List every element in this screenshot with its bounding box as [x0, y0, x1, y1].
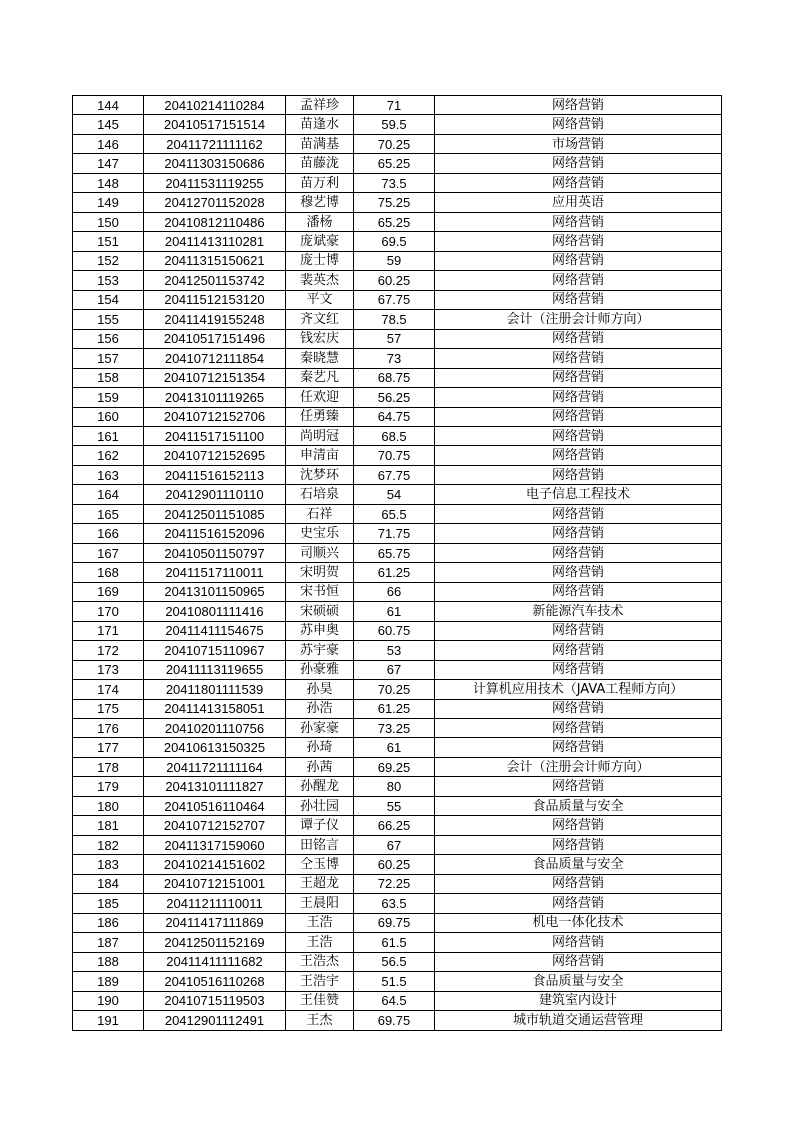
table-row — [73, 465, 722, 484]
row-number-cell: 184 — [73, 874, 144, 893]
student-id-cell: 20411413110281 — [144, 232, 286, 251]
student-name-cell: 王浩杰 — [286, 952, 354, 971]
student-id-cell: 20410712152706 — [144, 407, 286, 426]
major-cell: 会计（注册会计师方向） — [435, 757, 722, 776]
table-row — [73, 621, 722, 640]
table-row — [73, 913, 722, 932]
row-number-cell: 172 — [73, 641, 144, 660]
row-number-cell: 160 — [73, 407, 144, 426]
student-name-cell: 秦晓慧 — [286, 349, 354, 368]
student-id-cell: 20411411111682 — [144, 952, 286, 971]
table-row — [73, 816, 722, 835]
table-row — [73, 388, 722, 407]
student-id-cell: 20411721111162 — [144, 134, 286, 153]
row-number-cell: 187 — [73, 933, 144, 952]
major-cell: 网络营销 — [435, 777, 722, 796]
score-cell: 68.5 — [354, 426, 435, 445]
score-cell: 60.25 — [354, 855, 435, 874]
table-row — [73, 582, 722, 601]
student-name-cell: 裴英杰 — [286, 271, 354, 290]
student-id-cell: 20410712152707 — [144, 816, 286, 835]
student-id-cell: 20412701152028 — [144, 193, 286, 212]
student-name-cell: 王浩宇 — [286, 972, 354, 991]
score-cell: 67.75 — [354, 290, 435, 309]
major-cell: 网络营销 — [435, 251, 722, 270]
table-row — [73, 426, 722, 445]
student-name-cell: 苗满基 — [286, 134, 354, 153]
row-number-cell: 144 — [73, 96, 144, 115]
score-cell: 65.25 — [354, 212, 435, 231]
row-number-cell: 159 — [73, 388, 144, 407]
table-row — [73, 96, 722, 115]
student-name-cell: 王浩 — [286, 933, 354, 952]
student-id-cell: 20410715110967 — [144, 641, 286, 660]
student-id-cell: 20411413158051 — [144, 699, 286, 718]
student-id-cell: 20411512153120 — [144, 290, 286, 309]
major-cell: 食品质量与安全 — [435, 796, 722, 815]
student-id-cell: 20413101150965 — [144, 582, 286, 601]
score-cell: 67 — [354, 835, 435, 854]
row-number-cell: 189 — [73, 972, 144, 991]
row-number-cell: 180 — [73, 796, 144, 815]
table-row — [73, 407, 722, 426]
table-row — [73, 855, 722, 874]
table-row — [73, 504, 722, 523]
student-id-cell: 20410812110486 — [144, 212, 286, 231]
score-cell: 69.5 — [354, 232, 435, 251]
student-name-cell: 王佳赞 — [286, 991, 354, 1010]
student-id-cell: 20411417111869 — [144, 913, 286, 932]
student-id-cell: 20411516152113 — [144, 465, 286, 484]
score-cell: 72.25 — [354, 874, 435, 893]
row-number-cell: 152 — [73, 251, 144, 270]
score-cell: 65.5 — [354, 504, 435, 523]
row-number-cell: 182 — [73, 835, 144, 854]
major-cell: 网络营销 — [435, 719, 722, 738]
table-row — [73, 719, 722, 738]
score-table — [72, 95, 722, 1031]
student-name-cell: 王杰 — [286, 1011, 354, 1030]
student-id-cell: 20410214110284 — [144, 96, 286, 115]
row-number-cell: 178 — [73, 757, 144, 776]
score-cell: 73 — [354, 349, 435, 368]
score-cell: 61 — [354, 602, 435, 621]
major-cell: 网络营销 — [435, 621, 722, 640]
student-name-cell: 任勇臻 — [286, 407, 354, 426]
student-name-cell: 任欢迎 — [286, 388, 354, 407]
major-cell: 应用英语 — [435, 193, 722, 212]
student-name-cell: 孙琦 — [286, 738, 354, 757]
table-row — [73, 329, 722, 348]
student-id-cell: 20411211110011 — [144, 894, 286, 913]
table-row — [73, 757, 722, 776]
student-id-cell: 20410613150325 — [144, 738, 286, 757]
score-cell: 63.5 — [354, 894, 435, 913]
major-cell: 食品质量与安全 — [435, 972, 722, 991]
table-row — [73, 660, 722, 679]
major-cell: 网络营销 — [435, 212, 722, 231]
major-cell: 网络营销 — [435, 835, 722, 854]
table-row — [73, 290, 722, 309]
row-number-cell: 183 — [73, 855, 144, 874]
student-name-cell: 孙家豪 — [286, 719, 354, 738]
table-row — [73, 699, 722, 718]
major-cell: 计算机应用技术（JAVA工程师方向） — [435, 680, 722, 699]
student-name-cell: 宋明贺 — [286, 563, 354, 582]
student-id-cell: 20412901112491 — [144, 1011, 286, 1030]
major-cell: 网络营销 — [435, 329, 722, 348]
major-cell: 食品质量与安全 — [435, 855, 722, 874]
table-row — [73, 543, 722, 562]
table-row — [73, 115, 722, 134]
student-name-cell: 仝玉博 — [286, 855, 354, 874]
student-id-cell: 20410214151602 — [144, 855, 286, 874]
table-row — [73, 563, 722, 582]
score-cell: 66.25 — [354, 816, 435, 835]
row-number-cell: 170 — [73, 602, 144, 621]
score-cell: 64.75 — [354, 407, 435, 426]
major-cell: 网络营销 — [435, 641, 722, 660]
score-cell: 69.25 — [354, 757, 435, 776]
student-id-cell: 20411317159060 — [144, 835, 286, 854]
student-id-cell: 20412501151085 — [144, 504, 286, 523]
major-cell: 网络营销 — [435, 96, 722, 115]
row-number-cell: 174 — [73, 680, 144, 699]
student-name-cell: 孙昊 — [286, 680, 354, 699]
row-number-cell: 163 — [73, 465, 144, 484]
score-cell: 60.25 — [354, 271, 435, 290]
student-id-cell: 20410517151514 — [144, 115, 286, 134]
score-cell: 59 — [354, 251, 435, 270]
major-cell: 网络营销 — [435, 543, 722, 562]
student-name-cell: 苏申奥 — [286, 621, 354, 640]
table-row — [73, 641, 722, 660]
student-id-cell: 20413101111827 — [144, 777, 286, 796]
student-id-cell: 20411516152096 — [144, 524, 286, 543]
student-name-cell: 平文 — [286, 290, 354, 309]
table-row — [73, 933, 722, 952]
major-cell: 网络营销 — [435, 349, 722, 368]
row-number-cell: 179 — [73, 777, 144, 796]
student-id-cell: 20411721111164 — [144, 757, 286, 776]
row-number-cell: 191 — [73, 1011, 144, 1030]
student-id-cell: 20411517151100 — [144, 426, 286, 445]
row-number-cell: 177 — [73, 738, 144, 757]
score-cell: 66 — [354, 582, 435, 601]
score-cell: 78.5 — [354, 310, 435, 329]
score-cell: 67.75 — [354, 465, 435, 484]
major-cell: 网络营销 — [435, 933, 722, 952]
student-name-cell: 田铭言 — [286, 835, 354, 854]
table-row — [73, 991, 722, 1010]
row-number-cell: 148 — [73, 173, 144, 192]
table-row — [73, 368, 722, 387]
row-number-cell: 149 — [73, 193, 144, 212]
table-row — [73, 835, 722, 854]
row-number-cell: 154 — [73, 290, 144, 309]
row-number-cell: 145 — [73, 115, 144, 134]
student-name-cell: 苗逢水 — [286, 115, 354, 134]
table-body — [73, 96, 722, 1031]
major-cell: 网络营销 — [435, 874, 722, 893]
student-id-cell: 20411419155248 — [144, 310, 286, 329]
score-cell: 64.5 — [354, 991, 435, 1010]
table-row — [73, 874, 722, 893]
score-cell: 60.75 — [354, 621, 435, 640]
student-id-cell: 20410712151354 — [144, 368, 286, 387]
table-row — [73, 271, 722, 290]
student-name-cell: 孙浩 — [286, 699, 354, 718]
major-cell: 网络营销 — [435, 524, 722, 543]
student-id-cell: 20411531119255 — [144, 173, 286, 192]
table-row — [73, 134, 722, 153]
table-row — [73, 232, 722, 251]
major-cell: 新能源汽车技术 — [435, 602, 722, 621]
major-cell: 城市轨道交通运营管理 — [435, 1011, 722, 1030]
score-cell: 53 — [354, 641, 435, 660]
row-number-cell: 150 — [73, 212, 144, 231]
student-name-cell: 谭子仪 — [286, 816, 354, 835]
student-id-cell: 20411113119655 — [144, 660, 286, 679]
student-id-cell: 20411411154675 — [144, 621, 286, 640]
student-name-cell: 苗藤泷 — [286, 154, 354, 173]
score-cell: 71 — [354, 96, 435, 115]
student-name-cell: 石培泉 — [286, 485, 354, 504]
row-number-cell: 151 — [73, 232, 144, 251]
table-row — [73, 446, 722, 465]
score-cell: 56.5 — [354, 952, 435, 971]
score-cell: 55 — [354, 796, 435, 815]
table-row — [73, 193, 722, 212]
row-number-cell: 175 — [73, 699, 144, 718]
major-cell: 网络营销 — [435, 563, 722, 582]
student-name-cell: 沈梦环 — [286, 465, 354, 484]
score-cell: 73.5 — [354, 173, 435, 192]
student-name-cell: 苏宇豪 — [286, 641, 354, 660]
row-number-cell: 161 — [73, 426, 144, 445]
student-id-cell: 20411517110011 — [144, 563, 286, 582]
student-name-cell: 宋书恒 — [286, 582, 354, 601]
student-id-cell: 20410516110464 — [144, 796, 286, 815]
student-name-cell: 秦艺凡 — [286, 368, 354, 387]
table-row — [73, 738, 722, 757]
table-row — [73, 796, 722, 815]
student-id-cell: 20412501153742 — [144, 271, 286, 290]
student-name-cell: 司顺兴 — [286, 543, 354, 562]
table-row — [73, 952, 722, 971]
student-name-cell: 孙茜 — [286, 757, 354, 776]
table-row — [73, 524, 722, 543]
table-row — [73, 972, 722, 991]
score-cell: 65.25 — [354, 154, 435, 173]
student-id-cell: 20411303150686 — [144, 154, 286, 173]
table-row — [73, 602, 722, 621]
student-name-cell: 孟祥珍 — [286, 96, 354, 115]
row-number-cell: 153 — [73, 271, 144, 290]
score-cell: 61.25 — [354, 563, 435, 582]
student-name-cell: 庞士博 — [286, 251, 354, 270]
row-number-cell: 157 — [73, 349, 144, 368]
score-cell: 61.5 — [354, 933, 435, 952]
student-name-cell: 苗万利 — [286, 173, 354, 192]
student-id-cell: 20411315150621 — [144, 251, 286, 270]
score-cell: 80 — [354, 777, 435, 796]
student-name-cell: 孙豪雅 — [286, 660, 354, 679]
score-cell: 73.25 — [354, 719, 435, 738]
table-row — [73, 212, 722, 231]
student-id-cell: 20410712111854 — [144, 349, 286, 368]
student-name-cell: 石祥 — [286, 504, 354, 523]
student-name-cell: 齐文红 — [286, 310, 354, 329]
student-name-cell: 王浩 — [286, 913, 354, 932]
score-cell: 59.5 — [354, 115, 435, 134]
major-cell: 电子信息工程技术 — [435, 485, 722, 504]
student-id-cell: 20410715119503 — [144, 991, 286, 1010]
row-number-cell: 165 — [73, 504, 144, 523]
row-number-cell: 146 — [73, 134, 144, 153]
table-row — [73, 154, 722, 173]
row-number-cell: 181 — [73, 816, 144, 835]
row-number-cell: 162 — [73, 446, 144, 465]
major-cell: 网络营销 — [435, 660, 722, 679]
table-row — [73, 251, 722, 270]
row-number-cell: 168 — [73, 563, 144, 582]
student-name-cell: 穆艺博 — [286, 193, 354, 212]
student-id-cell: 20410201110756 — [144, 719, 286, 738]
table-row — [73, 777, 722, 796]
student-name-cell: 孙醒龙 — [286, 777, 354, 796]
student-name-cell: 申清亩 — [286, 446, 354, 465]
major-cell: 网络营销 — [435, 154, 722, 173]
student-name-cell: 王晨阳 — [286, 894, 354, 913]
student-name-cell: 钱宏庆 — [286, 329, 354, 348]
student-id-cell: 20410712151001 — [144, 874, 286, 893]
score-cell: 61.25 — [354, 699, 435, 718]
major-cell: 网络营销 — [435, 582, 722, 601]
major-cell: 网络营销 — [435, 173, 722, 192]
row-number-cell: 188 — [73, 952, 144, 971]
score-cell: 75.25 — [354, 193, 435, 212]
student-name-cell: 潘杨 — [286, 212, 354, 231]
student-id-cell: 20410516110268 — [144, 972, 286, 991]
row-number-cell: 166 — [73, 524, 144, 543]
row-number-cell: 164 — [73, 485, 144, 504]
major-cell: 网络营销 — [435, 446, 722, 465]
major-cell: 网络营销 — [435, 388, 722, 407]
row-number-cell: 169 — [73, 582, 144, 601]
table-row — [73, 349, 722, 368]
major-cell: 网络营销 — [435, 504, 722, 523]
row-number-cell: 158 — [73, 368, 144, 387]
row-number-cell: 190 — [73, 991, 144, 1010]
score-cell: 69.75 — [354, 913, 435, 932]
score-cell: 56.25 — [354, 388, 435, 407]
major-cell: 网络营销 — [435, 426, 722, 445]
major-cell: 网络营销 — [435, 952, 722, 971]
row-number-cell: 185 — [73, 894, 144, 913]
row-number-cell: 155 — [73, 310, 144, 329]
student-name-cell: 孙壮园 — [286, 796, 354, 815]
student-id-cell: 20410712152695 — [144, 446, 286, 465]
score-cell: 51.5 — [354, 972, 435, 991]
student-name-cell: 宋硕硕 — [286, 602, 354, 621]
row-number-cell: 173 — [73, 660, 144, 679]
score-cell: 70.75 — [354, 446, 435, 465]
row-number-cell: 176 — [73, 719, 144, 738]
major-cell: 市场营销 — [435, 134, 722, 153]
table-row — [73, 173, 722, 192]
student-id-cell: 20413101119265 — [144, 388, 286, 407]
major-cell: 网络营销 — [435, 699, 722, 718]
student-id-cell: 20410517151496 — [144, 329, 286, 348]
student-id-cell: 20412501152169 — [144, 933, 286, 952]
major-cell: 网络营销 — [435, 816, 722, 835]
student-name-cell: 尚明冠 — [286, 426, 354, 445]
major-cell: 网络营销 — [435, 290, 722, 309]
major-cell: 网络营销 — [435, 465, 722, 484]
student-id-cell: 20410501150797 — [144, 543, 286, 562]
row-number-cell: 156 — [73, 329, 144, 348]
score-cell: 71.75 — [354, 524, 435, 543]
score-cell: 70.25 — [354, 134, 435, 153]
table-row — [73, 1011, 722, 1030]
student-id-cell: 20412901110110 — [144, 485, 286, 504]
major-cell: 网络营销 — [435, 232, 722, 251]
row-number-cell: 171 — [73, 621, 144, 640]
row-number-cell: 186 — [73, 913, 144, 932]
student-name-cell: 史宝乐 — [286, 524, 354, 543]
major-cell: 网络营销 — [435, 271, 722, 290]
student-name-cell: 王超龙 — [286, 874, 354, 893]
student-name-cell: 庞斌豪 — [286, 232, 354, 251]
major-cell: 网络营销 — [435, 738, 722, 757]
major-cell: 建筑室内设计 — [435, 991, 722, 1010]
major-cell: 网络营销 — [435, 407, 722, 426]
major-cell: 网络营销 — [435, 894, 722, 913]
student-id-cell: 20410801111416 — [144, 602, 286, 621]
score-cell: 68.75 — [354, 368, 435, 387]
major-cell: 会计（注册会计师方向） — [435, 310, 722, 329]
score-cell: 67 — [354, 660, 435, 679]
table-row — [73, 680, 722, 699]
score-cell: 57 — [354, 329, 435, 348]
table-row — [73, 485, 722, 504]
student-id-cell: 20411801111539 — [144, 680, 286, 699]
major-cell: 网络营销 — [435, 115, 722, 134]
row-number-cell: 167 — [73, 543, 144, 562]
row-number-cell: 147 — [73, 154, 144, 173]
major-cell: 网络营销 — [435, 368, 722, 387]
score-cell: 65.75 — [354, 543, 435, 562]
table-row — [73, 894, 722, 913]
score-cell: 61 — [354, 738, 435, 757]
score-cell: 70.25 — [354, 680, 435, 699]
score-cell: 54 — [354, 485, 435, 504]
score-cell: 69.75 — [354, 1011, 435, 1030]
table-row — [73, 310, 722, 329]
major-cell: 机电一体化技术 — [435, 913, 722, 932]
